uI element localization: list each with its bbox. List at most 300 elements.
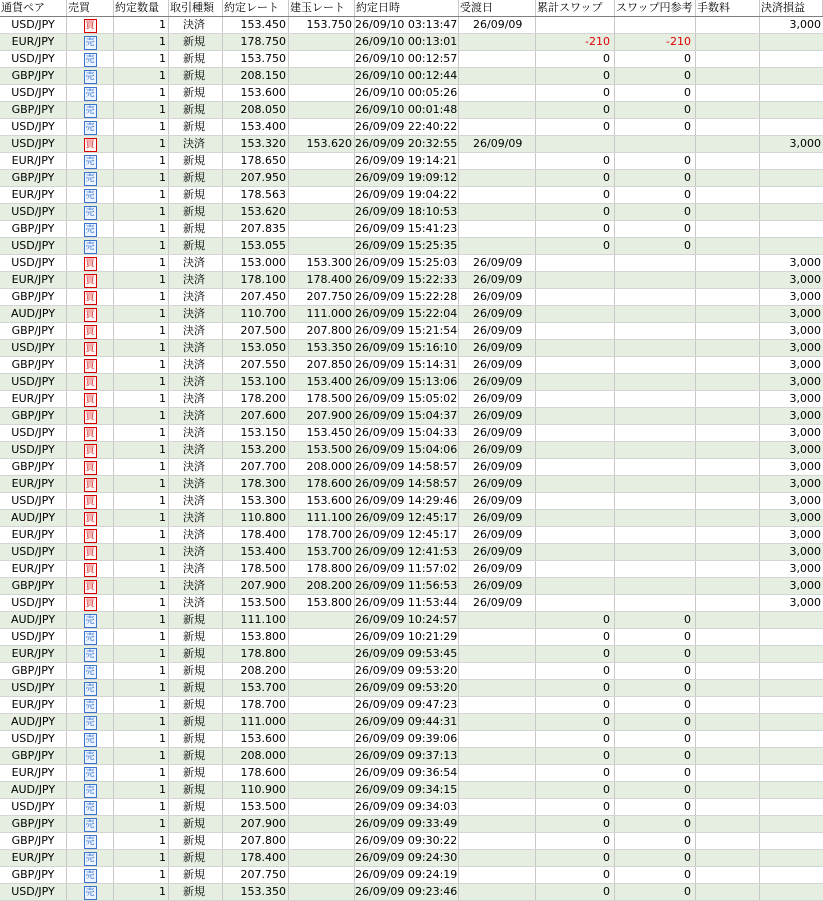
fee-cell	[696, 459, 760, 475]
fee-cell	[696, 493, 760, 509]
position-rate-cell	[289, 731, 355, 747]
cumulative-swap-cell: 0	[536, 731, 615, 747]
table-row[interactable]	[0, 51, 823, 68]
currency-pair-cell: USD/JPY	[0, 119, 67, 135]
settlement-pl-cell: 3,000	[789, 341, 821, 354]
table-row[interactable]	[0, 884, 823, 901]
position-rate-cell	[289, 204, 355, 220]
fee-cell	[696, 442, 760, 458]
col-header-cumulative-swap[interactable]: 累計スワップ	[536, 0, 615, 16]
table-row[interactable]	[0, 765, 823, 782]
fee-cell	[696, 289, 760, 305]
table-row[interactable]	[0, 255, 823, 272]
cumulative-swap-cell	[536, 493, 615, 509]
settlement-pl-cell: 3,000	[789, 392, 821, 405]
quantity-cell: 1	[114, 850, 169, 866]
trade-type-cell: 新規	[169, 782, 223, 798]
fee-cell	[696, 663, 760, 679]
swap-yen-ref-cell	[615, 561, 696, 577]
exec-datetime-cell: 26/09/09 15:25:35	[355, 239, 458, 252]
fee-cell	[696, 102, 760, 118]
settlement-date-cell: 26/09/09	[459, 357, 536, 373]
buy-badge: 買	[85, 139, 95, 150]
trade-type-cell: 決済	[169, 442, 223, 458]
side-cell	[67, 187, 114, 203]
exec-datetime-cell: 26/09/09 09:53:45	[355, 647, 458, 660]
side-cell	[67, 799, 114, 815]
trade-type-cell: 新規	[169, 153, 223, 169]
cumulative-swap-cell	[536, 578, 615, 594]
col-header-settlement-pl[interactable]: 決済損益	[760, 0, 823, 16]
quantity-cell: 1	[114, 68, 169, 84]
currency-pair-cell: USD/JPY	[0, 51, 67, 67]
table-row[interactable]	[0, 731, 823, 748]
table-row[interactable]	[0, 476, 823, 493]
trade-type-cell: 決済	[169, 340, 223, 356]
side-cell	[67, 612, 114, 628]
cumulative-swap-cell	[536, 425, 615, 441]
settlement-pl-cell	[760, 153, 823, 169]
fee-cell	[696, 714, 760, 730]
position-rate-cell: 111.100	[289, 510, 355, 526]
exec-rate-cell: 153.600	[223, 85, 289, 101]
trade-type-cell: 新規	[169, 34, 223, 50]
sell-badge: 売	[85, 836, 95, 847]
exec-rate-cell: 153.500	[223, 799, 289, 815]
table-row[interactable]	[0, 595, 823, 612]
buy-badge: 買	[85, 360, 95, 371]
table-row[interactable]	[0, 136, 823, 153]
swap-yen-ref-cell: 0	[615, 646, 696, 662]
exec-rate-cell: 153.400	[223, 119, 289, 135]
quantity-cell: 1	[114, 612, 169, 628]
swap-yen-ref-cell: 0	[615, 884, 696, 900]
settlement-pl-cell: 3,000	[789, 290, 821, 303]
table-row[interactable]	[0, 544, 823, 561]
position-rate-cell: 153.600	[289, 493, 355, 509]
settlement-date-cell	[459, 833, 536, 849]
exec-datetime-cell: 26/09/09 09:53:20	[355, 681, 458, 694]
table-row[interactable]	[0, 697, 823, 714]
side-cell	[67, 510, 114, 526]
settlement-date-cell	[459, 765, 536, 781]
trade-type-cell: 新規	[169, 85, 223, 101]
sell-badge: 売	[85, 666, 95, 677]
table-row[interactable]	[0, 153, 823, 170]
table-row[interactable]	[0, 187, 823, 204]
col-header-side[interactable]: 売買	[67, 0, 114, 16]
table-row[interactable]	[0, 340, 823, 357]
fee-cell	[696, 527, 760, 543]
fee-cell	[696, 374, 760, 390]
settlement-pl-cell: 3,000	[789, 511, 821, 524]
exec-rate-cell: 207.700	[223, 459, 289, 475]
settlement-date-cell	[459, 646, 536, 662]
cumulative-swap-cell: 0	[536, 170, 615, 186]
trade-type-cell: 新規	[169, 697, 223, 713]
exec-rate-cell: 153.055	[223, 238, 289, 254]
settlement-pl-cell	[760, 680, 823, 696]
quantity-cell: 1	[114, 561, 169, 577]
cumulative-swap-cell: 0	[536, 816, 615, 832]
swap-yen-ref-cell: 0	[615, 119, 696, 135]
table-row[interactable]	[0, 119, 823, 136]
exec-rate-cell: 153.100	[223, 374, 289, 390]
swap-yen-ref-cell: 0	[615, 833, 696, 849]
table-row[interactable]	[0, 510, 823, 527]
sell-badge: 売	[85, 649, 95, 660]
col-header-currency-pair[interactable]: 通貨ペア	[0, 0, 67, 16]
sell-badge: 売	[85, 683, 95, 694]
fee-cell	[696, 51, 760, 67]
table-row[interactable]	[0, 374, 823, 391]
swap-yen-ref-cell	[615, 374, 696, 390]
exec-rate-cell: 178.750	[223, 34, 289, 50]
table-row[interactable]	[0, 493, 823, 510]
settlement-date-cell: 26/09/09	[459, 476, 536, 492]
buy-badge: 買	[85, 479, 95, 490]
side-cell	[67, 663, 114, 679]
exec-datetime-cell: 26/09/09 15:14:31	[355, 358, 458, 371]
trade-type-cell: 新規	[169, 731, 223, 747]
swap-yen-ref-cell: 0	[615, 204, 696, 220]
sell-badge: 売	[85, 173, 95, 184]
exec-datetime-cell: 26/09/10 00:12:44	[355, 69, 458, 82]
table-row[interactable]	[0, 238, 823, 255]
exec-datetime-cell: 26/09/09 09:34:03	[355, 800, 458, 813]
swap-yen-ref-cell	[615, 272, 696, 288]
table-row[interactable]	[0, 408, 823, 425]
trade-type-cell: 決済	[169, 493, 223, 509]
currency-pair-cell: GBP/JPY	[0, 221, 67, 237]
trade-type-cell: 決済	[169, 374, 223, 390]
swap-yen-ref-cell: 0	[615, 765, 696, 781]
settlement-date-cell: 26/09/09	[459, 391, 536, 407]
table-row[interactable]	[0, 646, 823, 663]
position-rate-cell: 153.750	[289, 17, 355, 33]
fee-cell	[696, 357, 760, 373]
side-cell	[67, 578, 114, 594]
settlement-pl-cell: 3,000	[789, 426, 821, 439]
quantity-cell: 1	[114, 748, 169, 764]
settlement-pl-cell	[760, 34, 823, 50]
swap-yen-ref-cell	[615, 578, 696, 594]
fee-cell	[696, 867, 760, 883]
exec-rate-cell: 178.200	[223, 391, 289, 407]
trade-type-cell: 決済	[169, 357, 223, 373]
position-rate-cell: 207.750	[289, 289, 355, 305]
table-row[interactable]	[0, 34, 823, 51]
fee-cell	[696, 340, 760, 356]
buy-badge: 買	[85, 513, 95, 524]
exec-rate-cell: 207.750	[223, 867, 289, 883]
table-row[interactable]	[0, 578, 823, 595]
buy-badge: 買	[85, 462, 95, 473]
currency-pair-cell: USD/JPY	[0, 238, 67, 254]
settlement-pl-cell: 3,000	[789, 273, 821, 286]
settlement-pl-cell	[760, 612, 823, 628]
fee-cell	[696, 646, 760, 662]
trade-type-cell: 決済	[169, 425, 223, 441]
currency-pair-cell: GBP/JPY	[0, 289, 67, 305]
trade-type-cell: 決済	[169, 272, 223, 288]
cumulative-swap-cell	[536, 323, 615, 339]
side-cell	[67, 340, 114, 356]
table-row[interactable]	[0, 204, 823, 221]
quantity-cell: 1	[114, 663, 169, 679]
settlement-date-cell	[459, 799, 536, 815]
fee-cell	[696, 884, 760, 900]
swap-yen-ref-cell	[615, 391, 696, 407]
exec-datetime-cell: 26/09/09 15:04:06	[355, 443, 458, 456]
side-cell	[67, 884, 114, 900]
swap-yen-ref-cell	[615, 255, 696, 271]
side-cell	[67, 34, 114, 50]
exec-datetime-cell: 26/09/10 03:13:47	[355, 18, 458, 31]
position-rate-cell	[289, 34, 355, 50]
currency-pair-cell: EUR/JPY	[0, 850, 67, 866]
trade-type-cell: 決済	[169, 459, 223, 475]
table-row[interactable]	[0, 561, 823, 578]
side-cell	[67, 272, 114, 288]
currency-pair-cell: USD/JPY	[0, 255, 67, 271]
trade-type-cell: 新規	[169, 833, 223, 849]
fee-cell	[696, 17, 760, 33]
settlement-date-cell	[459, 153, 536, 169]
currency-pair-cell: USD/JPY	[0, 731, 67, 747]
settlement-date-cell: 26/09/09	[459, 442, 536, 458]
swap-yen-ref-cell: 0	[615, 221, 696, 237]
position-rate-cell: 178.700	[289, 527, 355, 543]
quantity-cell: 1	[114, 153, 169, 169]
cumulative-swap-cell: 0	[536, 697, 615, 713]
exec-datetime-cell: 26/09/09 15:22:28	[355, 290, 458, 303]
settlement-date-cell: 26/09/09	[459, 425, 536, 441]
position-rate-cell: 207.800	[289, 323, 355, 339]
settlement-date-cell: 26/09/09	[459, 561, 536, 577]
swap-yen-ref-cell	[615, 289, 696, 305]
swap-yen-ref-cell: 0	[615, 850, 696, 866]
exec-rate-cell: 207.900	[223, 816, 289, 832]
exec-datetime-cell: 26/09/09 09:53:20	[355, 664, 458, 677]
col-header-fee[interactable]: 手数料	[696, 0, 760, 16]
trade-type-cell: 新規	[169, 102, 223, 118]
table-row[interactable]	[0, 748, 823, 765]
trade-type-cell: 新規	[169, 799, 223, 815]
settlement-date-cell: 26/09/09	[459, 408, 536, 424]
quantity-cell: 1	[114, 680, 169, 696]
currency-pair-cell: EUR/JPY	[0, 697, 67, 713]
side-cell	[67, 629, 114, 645]
side-cell	[67, 255, 114, 271]
position-rate-cell: 207.900	[289, 408, 355, 424]
table-row[interactable]	[0, 85, 823, 102]
swap-yen-ref-cell	[615, 408, 696, 424]
quantity-cell: 1	[114, 816, 169, 832]
settlement-date-cell	[459, 629, 536, 645]
cumulative-swap-cell	[536, 136, 615, 152]
quantity-cell: 1	[114, 646, 169, 662]
col-header-position-rate[interactable]: 建玉レート	[289, 0, 355, 16]
settlement-date-cell	[459, 731, 536, 747]
settlement-date-cell	[459, 102, 536, 118]
table-row[interactable]	[0, 850, 823, 867]
cumulative-swap-cell: 0	[536, 765, 615, 781]
exec-datetime-cell: 26/09/09 14:58:57	[355, 460, 458, 473]
currency-pair-cell: EUR/JPY	[0, 476, 67, 492]
table-row[interactable]	[0, 68, 823, 85]
trade-type-cell: 新規	[169, 884, 223, 900]
settlement-date-cell: 26/09/09	[459, 289, 536, 305]
side-cell	[67, 680, 114, 696]
exec-rate-cell: 208.150	[223, 68, 289, 84]
col-header-trade-type[interactable]: 取引種類	[169, 0, 223, 16]
exec-rate-cell: 153.620	[223, 204, 289, 220]
side-cell	[67, 816, 114, 832]
col-header-exec-rate[interactable]: 約定レート	[223, 0, 289, 16]
side-cell	[67, 714, 114, 730]
side-cell	[67, 442, 114, 458]
settlement-date-cell	[459, 680, 536, 696]
col-header-swap-yen-ref[interactable]: スワップ円参考	[615, 0, 696, 16]
quantity-cell: 1	[114, 136, 169, 152]
exec-rate-cell: 178.300	[223, 476, 289, 492]
settlement-pl-cell	[760, 884, 823, 900]
quantity-cell: 1	[114, 391, 169, 407]
table-row[interactable]	[0, 527, 823, 544]
quantity-cell: 1	[114, 833, 169, 849]
sell-badge: 売	[85, 224, 95, 235]
table-row[interactable]	[0, 799, 823, 816]
table-row[interactable]	[0, 459, 823, 476]
col-header-settlement-date[interactable]: 受渡日	[459, 0, 536, 16]
table-row[interactable]	[0, 663, 823, 680]
table-row[interactable]	[0, 357, 823, 374]
col-header-exec-datetime[interactable]: 約定日時	[355, 0, 459, 16]
buy-badge: 買	[85, 445, 95, 456]
exec-rate-cell: 178.100	[223, 272, 289, 288]
side-cell	[67, 119, 114, 135]
side-cell	[67, 238, 114, 254]
side-cell	[67, 306, 114, 322]
side-cell	[67, 459, 114, 475]
currency-pair-cell: AUD/JPY	[0, 612, 67, 628]
position-rate-cell: 111.000	[289, 306, 355, 322]
table-row[interactable]	[0, 323, 823, 340]
settlement-pl-cell: 3,000	[789, 562, 821, 575]
currency-pair-cell: EUR/JPY	[0, 187, 67, 203]
table-row[interactable]	[0, 272, 823, 289]
settlement-date-cell	[459, 51, 536, 67]
sell-badge: 売	[85, 887, 95, 898]
currency-pair-cell: GBP/JPY	[0, 357, 67, 373]
settlement-date-cell	[459, 714, 536, 730]
cumulative-swap-cell	[536, 374, 615, 390]
table-row[interactable]	[0, 391, 823, 408]
settlement-date-cell: 26/09/09	[459, 544, 536, 560]
side-cell	[67, 289, 114, 305]
currency-pair-cell: USD/JPY	[0, 85, 67, 101]
currency-pair-cell: USD/JPY	[0, 374, 67, 390]
exec-datetime-cell: 26/09/10 00:12:57	[355, 52, 458, 65]
side-cell	[67, 391, 114, 407]
cumulative-swap-cell: 0	[536, 850, 615, 866]
fee-cell	[696, 408, 760, 424]
currency-pair-cell: AUD/JPY	[0, 306, 67, 322]
quantity-cell: 1	[114, 510, 169, 526]
table-row[interactable]	[0, 629, 823, 646]
exec-datetime-cell: 26/09/09 09:39:06	[355, 732, 458, 745]
table-row[interactable]	[0, 714, 823, 731]
settlement-pl-cell	[760, 833, 823, 849]
table-row[interactable]	[0, 680, 823, 697]
sell-badge: 売	[85, 734, 95, 745]
fee-cell	[696, 748, 760, 764]
table-row[interactable]	[0, 782, 823, 799]
fee-cell	[696, 629, 760, 645]
table-row[interactable]	[0, 289, 823, 306]
currency-pair-cell: USD/JPY	[0, 425, 67, 441]
table-row[interactable]	[0, 442, 823, 459]
trade-type-cell: 決済	[169, 306, 223, 322]
exec-datetime-cell: 26/09/09 19:09:12	[355, 171, 458, 184]
col-header-quantity[interactable]: 約定数量	[114, 0, 169, 16]
cumulative-swap-cell: 0	[536, 85, 615, 101]
table-row[interactable]	[0, 425, 823, 442]
cumulative-swap-cell: 0	[536, 238, 615, 254]
sell-badge: 売	[85, 785, 95, 796]
position-rate-cell	[289, 782, 355, 798]
table-row[interactable]	[0, 102, 823, 119]
table-row[interactable]	[0, 612, 823, 629]
grid-header	[0, 0, 823, 17]
sell-badge: 売	[85, 819, 95, 830]
cumulative-swap-cell: -210	[536, 34, 615, 50]
swap-yen-ref-cell: 0	[615, 697, 696, 713]
settlement-pl-cell	[760, 629, 823, 645]
quantity-cell: 1	[114, 221, 169, 237]
exec-datetime-cell: 26/09/10 00:13:01	[355, 35, 458, 48]
buy-badge: 買	[85, 428, 95, 439]
table-row[interactable]	[0, 221, 823, 238]
side-cell	[67, 561, 114, 577]
fee-cell	[696, 221, 760, 237]
table-row[interactable]	[0, 17, 823, 34]
buy-badge: 買	[85, 496, 95, 507]
settlement-pl-cell	[760, 170, 823, 186]
sell-badge: 売	[85, 751, 95, 762]
table-row[interactable]	[0, 816, 823, 833]
sell-badge: 売	[85, 870, 95, 881]
quantity-cell: 1	[114, 255, 169, 271]
exec-rate-cell: 208.050	[223, 102, 289, 118]
quantity-cell: 1	[114, 459, 169, 475]
table-row[interactable]	[0, 867, 823, 884]
sell-badge: 売	[85, 37, 95, 48]
settlement-pl-cell	[760, 646, 823, 662]
quantity-cell: 1	[114, 867, 169, 883]
table-row[interactable]	[0, 833, 823, 850]
settlement-pl-cell	[760, 850, 823, 866]
cumulative-swap-cell	[536, 544, 615, 560]
exec-rate-cell: 207.550	[223, 357, 289, 373]
table-row[interactable]	[0, 306, 823, 323]
exec-datetime-cell: 26/09/09 12:45:17	[355, 511, 458, 524]
position-rate-cell	[289, 153, 355, 169]
swap-yen-ref-cell: 0	[615, 680, 696, 696]
table-row[interactable]	[0, 170, 823, 187]
trade-type-cell: 新規	[169, 221, 223, 237]
